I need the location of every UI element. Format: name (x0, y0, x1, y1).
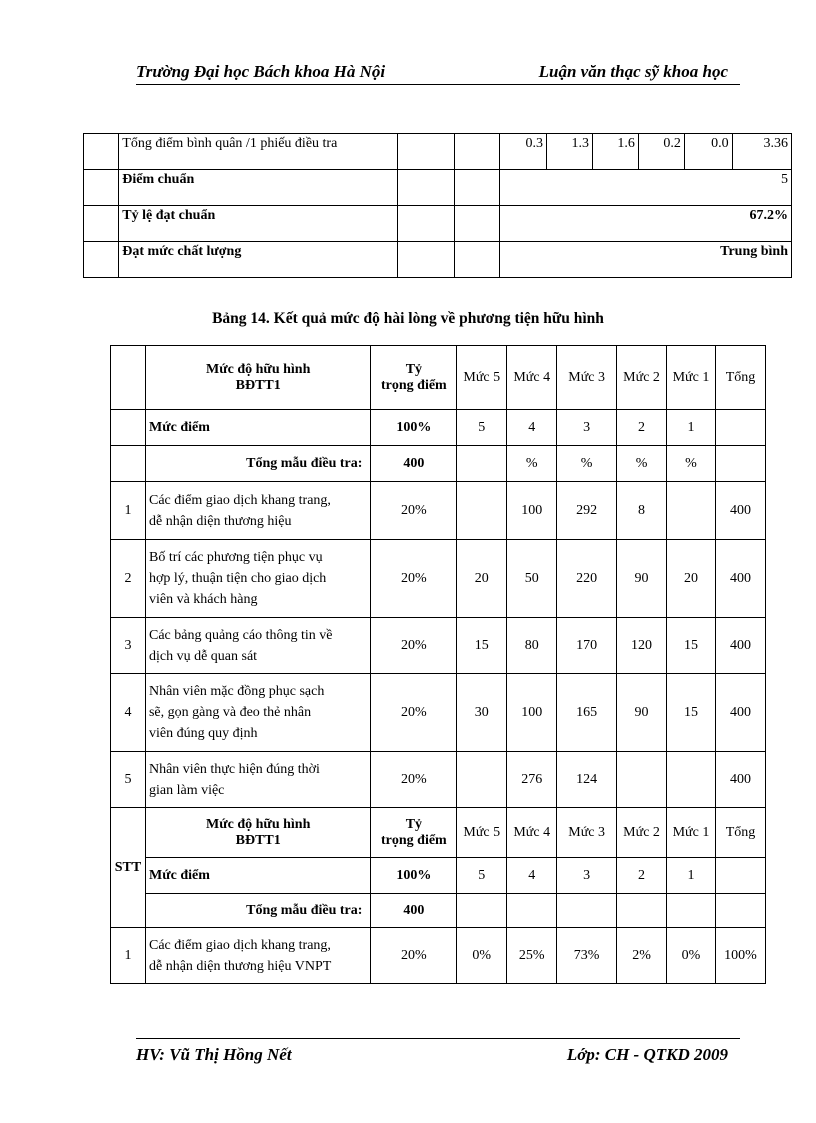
pct-cell: % (667, 446, 716, 482)
avg-row (84, 134, 792, 170)
score-label: Mức điểm (145, 410, 370, 446)
rate-value: 67.2% (500, 206, 792, 242)
standard-row (84, 170, 792, 206)
score-cell: 4 (507, 410, 557, 446)
avg-value: 0.0 (684, 134, 732, 170)
col-level: Mức 2 (617, 346, 667, 410)
standard-label: Điểm chuẩn (119, 170, 397, 206)
avg-value: 0.2 (638, 134, 684, 170)
pct-cell: % (617, 446, 667, 482)
page-footer (136, 1038, 740, 1064)
page-header (136, 62, 740, 85)
table-row: 1 Các điểm giao dịch khang trang, dễ nhận diện thương hiệu 20% 100 292 8 400 (111, 482, 766, 540)
score-row (111, 410, 766, 446)
sample-label: Tổng mẫu điều tra: (145, 446, 370, 482)
score-cell: 3 (557, 410, 617, 446)
header-row-2: STT Mức độ hữu hình BĐTT1 Tỷ trọng điểm Mức 5 Mức 4 Mức 3 Mức 2 Mức 1 Tổng (111, 808, 766, 858)
pct-cell: % (507, 446, 557, 482)
sample-row-2: Tổng mẫu điều tra: 400 (111, 894, 766, 928)
pct-cell: % (557, 446, 617, 482)
table-row: 4 Nhân viên mặc đồng phục sạch sẽ, gọn gàng và đeo thẻ nhân viên đúng quy định 20% 30 100 165 90 15 400 (111, 674, 766, 752)
rate-label: Tỷ lệ đạt chuẩn (119, 206, 397, 242)
stt-cell: STT (111, 808, 146, 928)
avg-value: 0.3 (500, 134, 547, 170)
score-cell: 2 (617, 410, 667, 446)
score-row-2: Mức điểm 100% 5 4 3 2 1 (111, 858, 766, 894)
level-row (84, 242, 792, 278)
sample-row (111, 446, 766, 482)
col-title: Mức độ hữu hình BĐTT1 (145, 346, 370, 410)
summary-table (83, 133, 792, 278)
col-total: Tổng (715, 346, 765, 410)
col-level: Mức 4 (507, 346, 557, 410)
level-label: Đạt mức chất lượng (119, 242, 397, 278)
footer-class: Lớp: CH - QTKD 2009 (566, 1045, 728, 1064)
table-caption: Bảng 14. Kết quả mức độ hài lòng về phương tiện hữu hình (212, 310, 604, 327)
col-level: Mức 1 (667, 346, 716, 410)
col-weight: Tỷ trọng điểm (371, 346, 457, 410)
standard-value: 5 (500, 170, 792, 206)
score-cell: 5 (457, 410, 507, 446)
table-row: 5 Nhân viên thực hiện đúng thời gian làm việc 20% 276 124 400 (111, 752, 766, 808)
table-row: 2 Bố trí các phương tiện phục vụ hợp lý, thuận tiện cho giao dịch viên và khách hàng 20% 20 50 220 90 20 400 (111, 540, 766, 618)
col-level: Mức 3 (557, 346, 617, 410)
header-school: Trường Đại học Bách khoa Hà Nội (136, 62, 386, 81)
table-row: 3 Các bảng quảng cáo thông tin về dịch vụ dễ quan sát 20% 15 80 170 120 15 400 (111, 618, 766, 674)
sample-value: 400 (371, 446, 457, 482)
footer-author: HV: Vũ Thị Hồng Nết (136, 1045, 292, 1064)
table-row-pct: 1 Các điểm giao dịch khang trang, dễ nhận diện thương hiệu VNPT 20% 0% 25% 73% 2% 0% 100% (111, 928, 766, 984)
avg-value: 1.3 (547, 134, 593, 170)
avg-value: 1.6 (592, 134, 638, 170)
col-level: Mức 5 (457, 346, 507, 410)
avg-label: Tổng điểm bình quân /1 phiếu điều tra (119, 134, 397, 170)
score-weight: 100% (371, 410, 457, 446)
rate-row (84, 206, 792, 242)
avg-total: 3.36 (732, 134, 791, 170)
header-row (111, 346, 766, 410)
satisfaction-table (110, 345, 766, 984)
header-thesis: Luận văn thạc sỹ khoa học (538, 62, 728, 81)
level-value: Trung bình (500, 242, 792, 278)
score-cell: 1 (667, 410, 716, 446)
